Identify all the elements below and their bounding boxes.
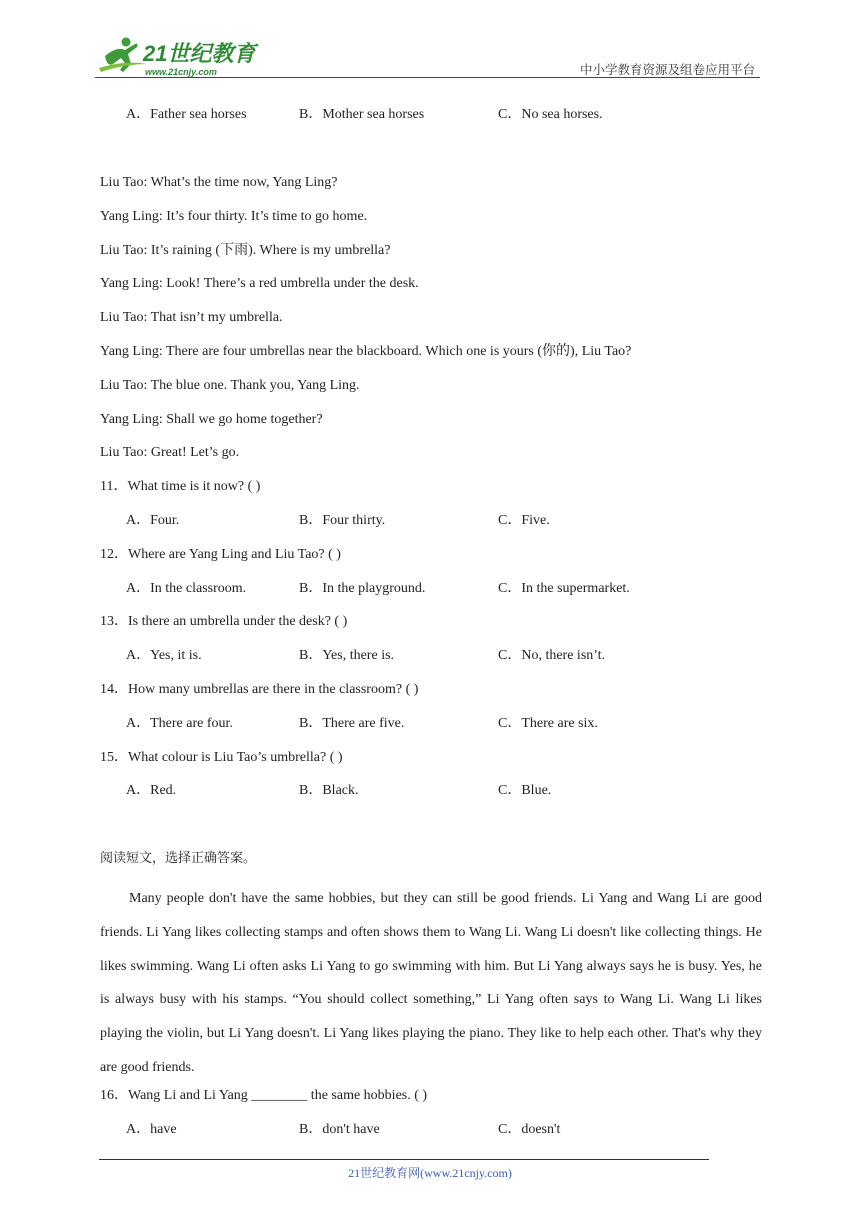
page-header bbox=[95, 30, 760, 80]
option-c: C．There are six. bbox=[498, 716, 598, 731]
question-15: 15．What colour is Liu Tao’s umbrella? ( ) bbox=[100, 750, 343, 765]
dialogue-line: Yang Ling: Look! There’s a red umbrella under the desk. bbox=[100, 276, 419, 291]
option-c: C．No sea horses. bbox=[498, 107, 603, 122]
option-b: B．Mother sea horses bbox=[299, 107, 425, 122]
dialogue-line: Yang Ling: It’s four thirty. It’s time to go home. bbox=[100, 209, 368, 224]
option-c: C．Five. bbox=[498, 513, 550, 528]
dialogue-line: Liu Tao: That isn’t my umbrella. bbox=[100, 310, 283, 325]
question-13: 13．Is there an umbrella under the desk? ( ) bbox=[100, 614, 348, 629]
option-b: B．In the playground. bbox=[299, 581, 426, 596]
question-16: 16．Wang Li and Li Yang ________ the same hobbies. ( ) bbox=[100, 1088, 428, 1103]
logo-text: 21世纪教育 bbox=[143, 41, 256, 66]
dialogue-line: Liu Tao: It’s raining (下雨). Where is my umbrella? bbox=[100, 243, 391, 258]
option-a: A．In the classroom. bbox=[126, 581, 247, 596]
dialogue-line: Liu Tao: Great! Let’s go. bbox=[100, 445, 240, 460]
dialogue-line: Liu Tao: The blue one. Thank you, Yang Ling. bbox=[100, 378, 360, 393]
option-b: B．Yes, there is. bbox=[299, 648, 395, 663]
option-a: A．Yes, it is. bbox=[126, 648, 202, 663]
option-a: A．There are four. bbox=[126, 716, 233, 731]
option-b: B．don't have bbox=[299, 1122, 380, 1137]
option-c: C．No, there isn’t. bbox=[498, 648, 606, 663]
option-a: A．Father sea horses bbox=[126, 107, 247, 122]
question-12: 12．Where are Yang Ling and Liu Tao? ( ) bbox=[100, 547, 341, 562]
option-c: C．Blue. bbox=[498, 783, 552, 798]
reading-passage: Many people don't have the same hobbies, but they can still be good friends. Li Yang and Wang Li are good friends. Li Yang likes collecting stamps and often shows them to Wang Li. Wang Li doesn't like collecting things. He likes swimming. Wang Li often asks Li Yang to go swimming with him. But Li Yang always says he is busy. Yes, he is always busy with his stamps. “You should collect something,” Li Yang often says to Wang Li. Wang Li likes playing the violin, but Li Yang doesn't. Li Yang likes playing the piano. They like to help each other. That's why they are good friends. bbox=[100, 891, 762, 1075]
dialogue-line: Yang Ling: Shall we go home together? bbox=[100, 412, 323, 427]
option-a: A．Four. bbox=[126, 513, 180, 528]
header-divider bbox=[95, 77, 760, 78]
option-c: C．doesn't bbox=[498, 1122, 561, 1137]
option-a: A．have bbox=[126, 1122, 177, 1137]
question-14: 14．How many umbrellas are there in the classroom? ( ) bbox=[100, 682, 419, 697]
logo-url: www.21cnjy.com bbox=[145, 67, 217, 77]
option-c: C．In the supermarket. bbox=[498, 581, 630, 596]
option-b: B．There are five. bbox=[299, 716, 405, 731]
footer-divider bbox=[99, 1159, 709, 1160]
footer-text: 21世纪教育网(www.21cnjy.com) bbox=[348, 1166, 512, 1180]
site-logo bbox=[95, 34, 265, 78]
question-11: 11．What time is it now? ( ) bbox=[100, 479, 261, 494]
option-b: B．Black. bbox=[299, 783, 359, 798]
option-b: B．Four thirty. bbox=[299, 513, 386, 528]
option-a: A．Red. bbox=[126, 783, 177, 798]
dialogue-line: Liu Tao: What’s the time now, Yang Ling? bbox=[100, 175, 338, 190]
reading-instruction: 阅读短文，选择正确答案。 bbox=[100, 851, 257, 866]
platform-name: 中小学教育资源及组卷应用平台 bbox=[579, 62, 755, 77]
dialogue-line: Yang Ling: There are four umbrellas near the blackboard. Which one is yours (你的), Liu Tao? bbox=[100, 344, 632, 359]
